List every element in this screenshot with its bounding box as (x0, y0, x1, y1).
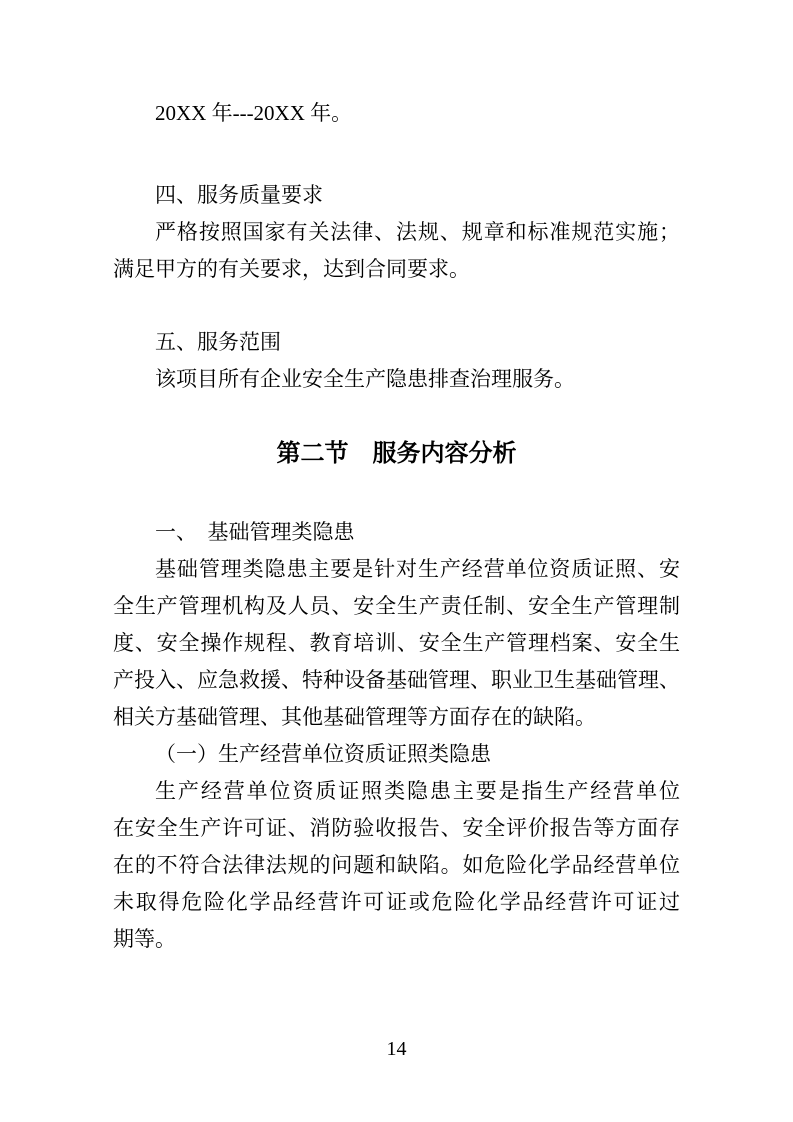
subsection-1-line-4: 产投入、应急救援、特种设备基础管理、职业卫生基础管理、 (113, 668, 680, 692)
subsection-1-line-3: 度、安全操作规程、教育培训、安全生产管理档案、安全生 (113, 631, 680, 655)
subsection-1-1-line-1: 生产经营单位资质证照类隐患主要是指生产经营单位 (155, 779, 680, 803)
subsection-1-line-1: 基础管理类隐患主要是针对生产经营单位资质证照、安 (155, 557, 680, 581)
page-number: 14 (386, 1038, 407, 1060)
subsection-1-1-line-3: 在的不符合法律法规的问题和缺陷。如危险化学品经营单位 (113, 853, 680, 877)
subsection-1-1-line-2: 在安全生产许可证、消防验收报告、安全评价报告等方面存 (113, 816, 680, 840)
intro-line: 20XX 年---20XX 年。 (155, 101, 353, 125)
subsection-1-1-title: （一）生产经营单位资质证照类隐患 (155, 742, 491, 766)
section-4-line-1: 严格按照国家有关法律、法规、规章和标准规范实施； (155, 220, 680, 244)
subsection-1-1-line-4: 未取得危险化学品经营许可证或危险化学品经营许可证过 (113, 890, 680, 914)
section-4-line-2: 满足甲方的有关要求，达到合同要求。 (113, 257, 470, 281)
subsection-1-1-line-5: 期等。 (113, 927, 176, 951)
subsection-1-line-2: 全生产管理机构及人员、安全生产责任制、安全生产管理制 (113, 594, 680, 618)
subsection-1-line-5: 相关方基础管理、其他基础管理等方面存在的缺陷。 (113, 705, 596, 729)
section-5-line-1: 该项目所有企业安全生产隐患排查治理服务。 (155, 367, 575, 391)
subsection-1-title: 一、 基础管理类隐患 (155, 520, 355, 544)
chapter-heading: 第二节 服务内容分析 (276, 440, 517, 467)
section-4-title: 四、服务质量要求 (155, 183, 323, 207)
section-5-title: 五、服务范围 (155, 330, 281, 354)
